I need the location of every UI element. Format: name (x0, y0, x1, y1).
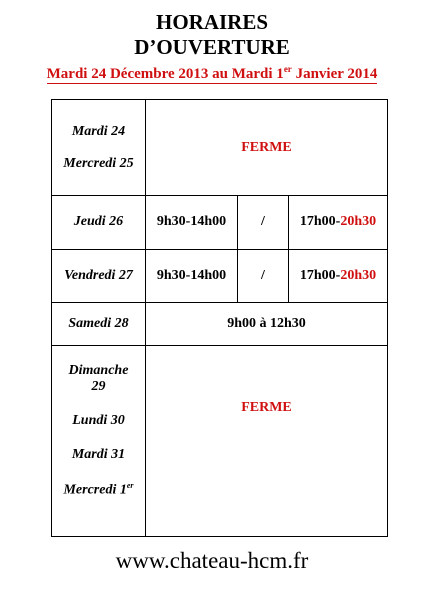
website-url: www.chateau-hcm.fr (115, 548, 309, 573)
morning-hours: 9h30-14h00 (146, 195, 238, 249)
afternoon-hours: 17h00- 20h30 (299, 214, 377, 229)
table-row (52, 345, 387, 536)
closed-status: FERME (241, 400, 292, 415)
separator: / (238, 249, 289, 302)
day-cell: Jeudi 26 (52, 195, 146, 249)
day-cell: Vendredi 27 (52, 249, 146, 302)
table-row (52, 249, 387, 303)
closed-status: FERME (241, 139, 292, 155)
saturday-hours: 9h00 à 12h30 (227, 315, 306, 331)
day-cell: Dimanche 29 Lundi 30 Mardi 31 Mercredi 1er (52, 345, 146, 536)
day-cell: Samedi 28 (52, 302, 146, 345)
page-title-line2: D’OUVERTURE (134, 35, 290, 59)
table-row (52, 195, 387, 250)
opening-hours-table (51, 99, 388, 537)
date-range-subtitle: Mardi 24 Décembre 2013 au Mardi 1er Janvier 2014 (46, 64, 378, 82)
page-title-line1: HORAIRES (155, 10, 269, 34)
table-row (52, 302, 387, 346)
day-cell: Mardi 24 Mercredi 25 (52, 100, 146, 195)
morning-hours: 9h30-14h00 (146, 249, 238, 302)
afternoon-hours: 17h00- 20h30 (299, 267, 377, 283)
separator: / (238, 195, 289, 249)
table-row (52, 100, 387, 196)
